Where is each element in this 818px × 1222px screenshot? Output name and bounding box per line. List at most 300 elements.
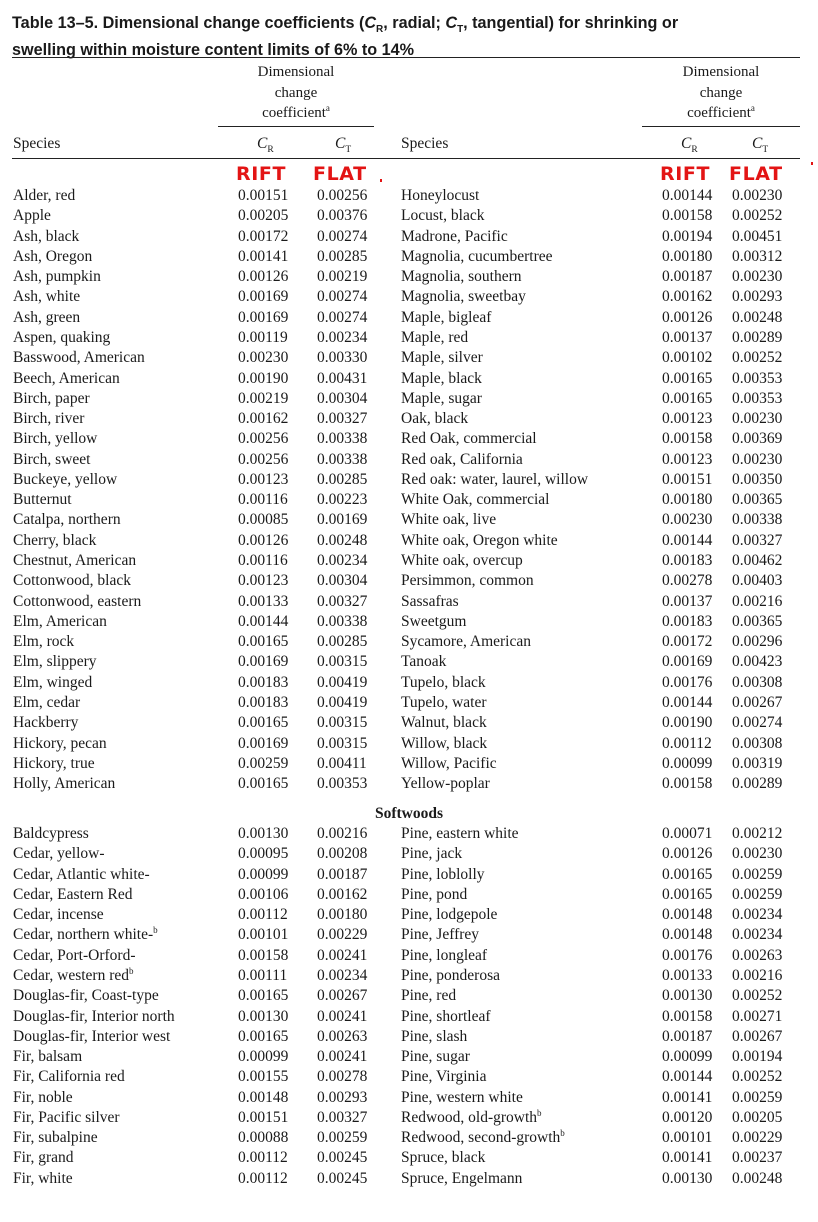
species-cell: Cedar, Port-Orford- [13, 946, 136, 964]
species-cell: Spruce, Engelmann [401, 1169, 523, 1187]
col-header-ct-right: $C_T$ [752, 135, 769, 156]
species-cell: Pine, red [401, 987, 457, 1005]
ct-value-cell: 0.00376 [317, 207, 368, 225]
table-row [0, 287, 818, 307]
cr-value-cell: 0.00112 [238, 1169, 288, 1187]
table-row [0, 713, 818, 733]
table-row [0, 206, 818, 226]
cr-value-cell: 0.00144 [662, 694, 713, 711]
cr-value-cell: 0.00120 [662, 1108, 713, 1126]
table-row [0, 267, 818, 287]
table-row [0, 673, 818, 693]
cr-value-cell: 0.00123 [662, 450, 713, 468]
cr-value-cell: 0.00172 [662, 633, 713, 651]
species-cell: Cottonwood, black [13, 572, 131, 590]
table-row [0, 734, 818, 754]
ct-value-cell: 0.00241 [317, 946, 368, 964]
species-cell: Pine, shortleaf [401, 1007, 491, 1025]
title-text-line2: swelling within moisture content limits of 6% to 14% [12, 41, 415, 60]
cr-value-cell: 0.00099 [238, 865, 289, 883]
table-row [0, 429, 818, 449]
table-row [0, 844, 818, 864]
ct-value-cell: 0.00194 [732, 1048, 783, 1066]
cr-value-cell: 0.00256 [238, 430, 289, 448]
rift-annotation-right: RIFT [660, 163, 711, 185]
species-cell: Elm, slippery [13, 653, 97, 671]
species-cell: Fir, Pacific silver [13, 1108, 120, 1126]
cr-value-cell: 0.00230 [662, 511, 713, 529]
table-row [0, 389, 818, 409]
ct-value-cell: 0.00315 [317, 653, 368, 671]
top-rule [12, 57, 800, 58]
cr-value-cell: 0.00230 [238, 349, 289, 367]
species-cell: Honeylocust [401, 187, 480, 204]
ct-value-cell: 0.00234 [732, 906, 783, 924]
ct-value-cell: 0.00431 [317, 369, 368, 387]
ct-value-cell: 0.00230 [732, 845, 783, 863]
footnote-b: b [129, 965, 134, 976]
ct-value-cell: 0.00338 [732, 511, 783, 529]
cr-value-cell: 0.00194 [662, 227, 713, 245]
species-cell: Cedar, yellow- [13, 845, 105, 863]
table-row [0, 328, 818, 348]
ct-value-cell: 0.00229 [732, 1129, 783, 1147]
table-row [0, 592, 818, 612]
table-row [0, 652, 818, 672]
cr-value-cell: 0.00278 [662, 572, 713, 590]
cr-value-cell: 0.00119 [238, 328, 288, 346]
species-cell: Holly, American [13, 775, 116, 793]
ct-value-cell: 0.00419 [317, 673, 368, 691]
cr-value-cell: 0.00158 [662, 207, 713, 225]
cr-value-cell: 0.00123 [662, 410, 713, 428]
title-cr: C [364, 14, 377, 32]
ct-value-cell: 0.00308 [732, 734, 783, 752]
col-header-species-left: Species [13, 135, 61, 152]
species-cell: Apple [13, 207, 51, 225]
species-cell: Ash, black [13, 227, 80, 245]
ct-value-cell: 0.00327 [317, 410, 368, 428]
group-header-left [218, 62, 374, 124]
group-rule-right [642, 126, 800, 127]
ct-value-cell: 0.00327 [317, 592, 368, 610]
species-cell: Magnolia, cucumbertree [401, 247, 553, 265]
cr-value-cell: 0.00144 [238, 612, 289, 630]
species-cell: Fir, noble [13, 1088, 73, 1106]
species-cell: Maple, bigleaf [401, 308, 492, 326]
species-cell: Birch, sweet [13, 450, 91, 468]
species-cell: Redwood, second-growth$^b$ [401, 1128, 565, 1147]
red-tick-mark [380, 179, 382, 182]
red-tick-mark [811, 162, 813, 165]
table-row [0, 1007, 818, 1027]
cr-value-cell: 0.00099 [238, 1048, 289, 1066]
ct-value-cell: 0.00245 [317, 1149, 368, 1167]
cr-value-cell: 0.00137 [662, 328, 713, 346]
species-cell: Buckeye, yellow [13, 470, 118, 488]
table-row [0, 247, 818, 267]
ct-value-cell: 0.00365 [732, 612, 783, 630]
ct-value-cell: 0.00293 [732, 288, 783, 306]
ct-value-cell: 0.00274 [732, 714, 783, 732]
species-cell: Ash, green [13, 308, 81, 326]
species-cell: Birch, yellow [13, 430, 98, 448]
ct-value-cell: 0.00259 [317, 1129, 368, 1147]
species-cell: Fir, subalpine [13, 1129, 98, 1147]
table-row [0, 470, 818, 490]
species-cell: Basswood, American [13, 349, 145, 367]
table-row [0, 1148, 818, 1168]
species-cell: Chestnut, American [13, 552, 137, 570]
cr-value-cell: 0.00112 [238, 1149, 288, 1167]
species-cell: Douglas-fir, Interior north [13, 1007, 175, 1025]
species-cell: Pine, loblolly [401, 865, 485, 883]
cr-value-cell: 0.00126 [238, 268, 289, 286]
species-cell: Madrone, Pacific [401, 227, 508, 245]
species-cell: Fir, California red [13, 1068, 125, 1086]
cr-value-cell: 0.00162 [238, 410, 289, 428]
species-cell: Elm, winged [13, 673, 93, 691]
species-cell: White oak, overcup [401, 552, 523, 570]
flat-annotation-left: FLAT [313, 163, 367, 185]
footnote-a: a [750, 103, 755, 113]
cr-value-cell: 0.00071 [662, 825, 713, 842]
ct-value-cell: 0.00411 [317, 754, 367, 772]
ct-value-cell: 0.00216 [732, 966, 783, 984]
cr-value-cell: 0.00259 [238, 754, 289, 772]
table-row [0, 490, 818, 510]
ct-value-cell: 0.00263 [317, 1027, 368, 1045]
cr-value-cell: 0.00148 [662, 926, 713, 944]
species-cell: Butternut [13, 491, 72, 509]
cr-value-cell: 0.00126 [238, 531, 289, 549]
ct-value-cell: 0.00219 [317, 268, 368, 286]
table-row [0, 632, 818, 652]
cr-value-cell: 0.00176 [662, 946, 713, 964]
ct-value-cell: 0.00205 [732, 1108, 783, 1126]
cr-value-cell: 0.00141 [662, 1149, 713, 1167]
cr-value-cell: 0.00106 [238, 885, 289, 903]
cr-value-cell: 0.00165 [238, 633, 289, 651]
species-cell: Ash, white [13, 288, 81, 306]
species-cell: Willow, black [401, 734, 488, 752]
ct-value-cell: 0.00419 [317, 694, 368, 711]
header-rule [12, 158, 800, 159]
table-row [0, 510, 818, 530]
group-header-line1: Dimensional [682, 64, 760, 80]
ct-value-cell: 0.00267 [732, 694, 783, 711]
ct-value-cell: 0.00338 [317, 430, 368, 448]
species-cell: Sweetgum [401, 612, 467, 630]
species-cell: Yellow-poplar [401, 775, 490, 793]
cr-value-cell: 0.00123 [238, 470, 289, 488]
table-row [0, 450, 818, 470]
species-cell: White oak, Oregon white [401, 531, 558, 549]
table-row [0, 409, 818, 429]
group-header-line2: change [274, 84, 318, 101]
species-cell: Beech, American [13, 369, 120, 387]
cr-value-cell: 0.00183 [662, 612, 713, 630]
ct-value-cell: 0.00285 [317, 470, 368, 488]
cr-value-cell: 0.00190 [238, 369, 289, 387]
species-cell: Red oak: water, laurel, willow [401, 470, 589, 488]
ct-value-cell: 0.00230 [732, 410, 783, 428]
ct-value-cell: 0.00234 [317, 552, 368, 570]
species-cell: Spruce, black [401, 1149, 486, 1167]
species-cell: Sassafras [401, 592, 459, 610]
species-cell: Tupelo, water [401, 694, 487, 711]
ct-value-cell: 0.00330 [317, 349, 368, 367]
species-cell: Willow, Pacific [401, 754, 497, 772]
ct-value-cell: 0.00338 [317, 450, 368, 468]
table-row [0, 925, 818, 945]
cr-value-cell: 0.00165 [662, 389, 713, 407]
title-cr-sub: R [376, 24, 384, 36]
ct-value-cell: 0.00234 [317, 966, 368, 984]
table-row [0, 1128, 818, 1148]
cr-value-cell: 0.00169 [238, 734, 289, 752]
ct-value-cell: 0.00234 [317, 328, 368, 346]
ct-value-cell: 0.00353 [732, 389, 783, 407]
cr-value-cell: 0.00133 [238, 592, 289, 610]
ct-value-cell: 0.00169 [317, 511, 368, 529]
table-row [0, 693, 818, 713]
cr-value-cell: 0.00111 [238, 966, 288, 984]
col-header-cr-right: $C_R$ [681, 135, 698, 156]
ct-value-cell: 0.00248 [317, 531, 368, 549]
species-cell: Alder, red [13, 187, 76, 204]
cr-value-cell: 0.00169 [238, 288, 289, 306]
ct-value-cell: 0.00230 [732, 450, 783, 468]
species-cell: Pine, slash [401, 1027, 468, 1045]
species-cell: Pine, Jeffrey [401, 926, 480, 944]
cr-value-cell: 0.00101 [238, 926, 289, 944]
species-cell: Hickory, pecan [13, 734, 107, 752]
cr-value-cell: 0.00172 [238, 227, 289, 245]
species-cell: Hickory, true [13, 754, 95, 772]
ct-value-cell: 0.00327 [317, 1108, 368, 1126]
group-header-line1: Dimensional [257, 64, 335, 80]
species-cell: Fir, white [13, 1169, 73, 1187]
ct-value-cell: 0.00267 [317, 987, 368, 1005]
table-row [0, 369, 818, 389]
ct-value-cell: 0.00353 [732, 369, 783, 387]
table-row [0, 1027, 818, 1047]
col-header-species-right: Species [401, 135, 449, 152]
species-cell: Pine, ponderosa [401, 966, 501, 984]
cr-value-cell: 0.00165 [238, 1027, 289, 1045]
cr-value-cell: 0.00187 [662, 1027, 713, 1045]
ct-value-cell: 0.00353 [317, 775, 368, 793]
ct-value-cell: 0.00315 [317, 734, 368, 752]
cr-value-cell: 0.00126 [662, 308, 713, 326]
cr-value-cell: 0.00169 [662, 653, 713, 671]
species-cell: Cedar, western red$^b$ [13, 965, 134, 984]
cr-value-cell: 0.00130 [238, 825, 289, 842]
ct-value-cell: 0.00369 [732, 430, 783, 448]
cr-value-cell: 0.00162 [662, 288, 713, 306]
species-cell: Ash, Oregon [13, 247, 93, 265]
cr-value-cell: 0.00144 [662, 1068, 713, 1086]
table-row [0, 1047, 818, 1067]
ct-value-cell: 0.00350 [732, 470, 783, 488]
ct-value-cell: 0.00234 [732, 926, 783, 944]
ct-value-cell: 0.00208 [317, 845, 368, 863]
species-cell: Tupelo, black [401, 673, 486, 691]
cr-value-cell: 0.00130 [662, 1169, 713, 1187]
table-row [0, 308, 818, 328]
ct-value-cell: 0.00285 [317, 633, 368, 651]
ct-value-cell: 0.00312 [732, 247, 783, 265]
table-row [0, 186, 818, 206]
ct-value-cell: 0.00259 [732, 885, 783, 903]
species-cell: Pine, jack [401, 845, 463, 863]
species-cell: Cedar, northern white-$^b$ [13, 925, 158, 944]
species-cell: Pine, longleaf [401, 946, 488, 964]
cr-value-cell: 0.00155 [238, 1068, 289, 1086]
cr-value-cell: 0.00095 [238, 845, 289, 863]
species-cell: Pine, western white [401, 1088, 523, 1106]
table-row [0, 571, 818, 591]
species-cell: Red oak, California [401, 450, 523, 468]
table-row [0, 227, 818, 247]
species-cell: Pine, eastern white [401, 825, 519, 842]
cr-value-cell: 0.00130 [662, 987, 713, 1005]
species-cell: Cherry, black [13, 531, 97, 549]
rift-annotation-left: RIFT [236, 163, 287, 185]
cr-value-cell: 0.00165 [662, 369, 713, 387]
table-row [0, 551, 818, 571]
species-cell: Magnolia, southern [401, 268, 522, 286]
ct-value-cell: 0.00230 [732, 268, 783, 286]
ct-value-cell: 0.00365 [732, 491, 783, 509]
group-rule-left [218, 126, 374, 127]
cr-value-cell: 0.00085 [238, 511, 289, 529]
cr-value-cell: 0.00144 [662, 187, 713, 204]
species-cell: Elm, cedar [13, 694, 81, 711]
species-cell: Maple, red [401, 328, 469, 346]
ct-value-cell: 0.00263 [732, 946, 783, 964]
table-row [0, 774, 818, 794]
ct-value-cell: 0.00241 [317, 1007, 368, 1025]
species-cell: Elm, rock [13, 633, 75, 651]
cr-value-cell: 0.00130 [238, 1007, 289, 1025]
ct-value-cell: 0.00267 [732, 1027, 783, 1045]
species-cell: Hackberry [13, 714, 79, 732]
ct-value-cell: 0.00315 [317, 714, 368, 732]
ct-value-cell: 0.00252 [732, 1068, 783, 1086]
ct-value-cell: 0.00256 [317, 187, 368, 204]
species-cell: Ash, pumpkin [13, 268, 101, 286]
cr-value-cell: 0.00088 [238, 1129, 289, 1147]
ct-value-cell: 0.00293 [317, 1088, 368, 1106]
table-row [0, 1169, 818, 1189]
ct-value-cell: 0.00259 [732, 1088, 783, 1106]
footnote-b: b [537, 1107, 542, 1118]
cr-value-cell: 0.00144 [662, 531, 713, 549]
cr-value-cell: 0.00187 [662, 268, 713, 286]
cr-value-cell: 0.00158 [662, 430, 713, 448]
group-header-line3: coefficient$^a$ [687, 103, 755, 121]
cr-value-cell: 0.00165 [238, 987, 289, 1005]
ct-value-cell: 0.00216 [317, 825, 368, 842]
ct-value-cell: 0.00403 [732, 572, 783, 590]
col-header-ct-left: $C_T$ [335, 135, 352, 156]
ct-value-cell: 0.00296 [732, 633, 783, 651]
ct-value-cell: 0.00274 [317, 227, 368, 245]
table-row [0, 946, 818, 966]
cr-value-cell: 0.00165 [238, 714, 289, 732]
table-row [0, 966, 818, 986]
ct-value-cell: 0.00289 [732, 775, 783, 793]
flat-annotation-right: FLAT [729, 163, 783, 185]
ct-value-cell: 0.00229 [317, 926, 368, 944]
title-ct: C [445, 14, 458, 32]
ct-value-cell: 0.00278 [317, 1068, 368, 1086]
cr-value-cell: 0.00151 [662, 470, 713, 488]
table-title [12, 13, 802, 60]
cr-value-cell: 0.00137 [662, 592, 713, 610]
ct-value-cell: 0.00252 [732, 349, 783, 367]
species-cell: Douglas-fir, Interior west [13, 1027, 171, 1045]
cr-value-cell: 0.00141 [238, 247, 289, 265]
softwoods-section-heading: Softwoods [374, 805, 444, 822]
species-cell: Walnut, black [401, 714, 487, 732]
cr-value-cell: 0.00158 [662, 1007, 713, 1025]
species-cell: Sycamore, American [401, 633, 531, 651]
ct-value-cell: 0.00252 [732, 987, 783, 1005]
ct-value-cell: 0.00338 [317, 612, 368, 630]
ct-value-cell: 0.00237 [732, 1149, 783, 1167]
species-cell: Pine, lodgepole [401, 906, 498, 924]
cr-value-cell: 0.00116 [238, 552, 288, 570]
species-cell: Baldcypress [13, 825, 89, 842]
ct-value-cell: 0.00308 [732, 673, 783, 691]
ct-value-cell: 0.00274 [317, 288, 368, 306]
cr-value-cell: 0.00169 [238, 308, 289, 326]
cr-value-cell: 0.00158 [662, 775, 713, 793]
footnote-b: b [560, 1128, 565, 1139]
cr-value-cell: 0.00165 [662, 865, 713, 883]
ct-value-cell: 0.00248 [732, 1169, 783, 1187]
species-cell: White Oak, commercial [401, 491, 550, 509]
ct-value-cell: 0.00252 [732, 207, 783, 225]
ct-value-cell: 0.00274 [317, 308, 368, 326]
cr-value-cell: 0.00126 [662, 845, 713, 863]
table-row [0, 531, 818, 551]
cr-value-cell: 0.00112 [238, 906, 288, 924]
species-cell: Catalpa, northern [13, 511, 121, 529]
table-row [0, 865, 818, 885]
group-header-right [642, 62, 800, 124]
species-cell: White oak, live [401, 511, 497, 529]
cr-value-cell: 0.00112 [662, 734, 712, 752]
table-row [0, 612, 818, 632]
species-cell: Birch, paper [13, 389, 90, 407]
table-row [0, 1088, 818, 1108]
footnote-b: b [153, 925, 158, 936]
species-cell: Locust, black [401, 207, 485, 225]
species-cell: Red Oak, commercial [401, 430, 537, 448]
ct-value-cell: 0.00248 [732, 308, 783, 326]
table-row [0, 1067, 818, 1087]
table-row [0, 885, 818, 905]
ct-value-cell: 0.00162 [317, 885, 368, 903]
ct-value-cell: 0.00259 [732, 865, 783, 883]
ct-value-cell: 0.00423 [732, 653, 783, 671]
ct-value-cell: 0.00304 [317, 572, 368, 590]
cr-value-cell: 0.00158 [238, 946, 289, 964]
